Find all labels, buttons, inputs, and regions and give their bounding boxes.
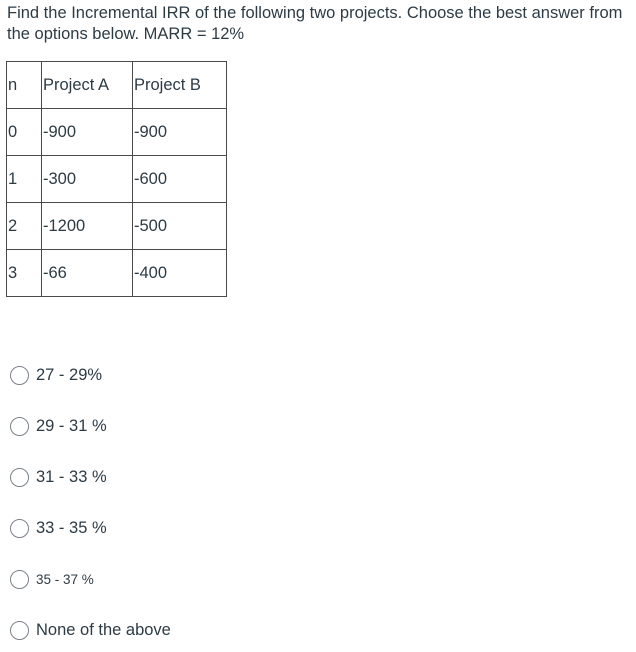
cell-project-b: -500: [133, 203, 227, 250]
cell-n: 3: [7, 250, 42, 297]
cell-project-a: -1200: [42, 203, 133, 250]
cell-project-a: -66: [42, 250, 133, 297]
cell-project-b: -900: [133, 109, 227, 156]
header-project-b: Project B: [133, 62, 227, 109]
question-text: Find the Incremental IRR of the following two projects. Choose the best answer from the options below. MARR = 12%: [7, 4, 623, 43]
answer-option-5[interactable]: [10, 566, 94, 592]
cash-flow-table: [6, 61, 227, 297]
radio-button[interactable]: [10, 519, 29, 538]
answer-label: 29 - 31 %: [36, 416, 107, 435]
answer-option-6[interactable]: [10, 617, 171, 643]
cell-n: 0: [7, 109, 42, 156]
cell-project-a: -900: [42, 109, 133, 156]
answer-option-2[interactable]: [10, 413, 107, 439]
table-row: [7, 109, 227, 156]
cell-project-b: -400: [133, 250, 227, 297]
answer-option-3[interactable]: [10, 464, 107, 490]
answer-label: None of the above: [36, 620, 171, 639]
radio-button[interactable]: [10, 417, 29, 436]
header-project-a: Project A: [42, 62, 133, 109]
table-header-row: [7, 62, 227, 109]
radio-button[interactable]: [10, 570, 29, 589]
answer-label: 31 - 33 %: [36, 467, 107, 486]
table-row: [7, 203, 227, 250]
answer-label: 33 - 35 %: [36, 518, 107, 537]
radio-button[interactable]: [10, 621, 29, 640]
radio-button[interactable]: [10, 366, 29, 385]
radio-button[interactable]: [10, 468, 29, 487]
answer-option-1[interactable]: [10, 362, 102, 388]
table-row: [7, 250, 227, 297]
cell-n: 2: [7, 203, 42, 250]
cell-project-a: -300: [42, 156, 133, 203]
cell-n: 1: [7, 156, 42, 203]
answer-label: 35 - 37 %: [36, 571, 94, 587]
answer-label: 27 - 29%: [36, 365, 103, 384]
answer-option-4[interactable]: [10, 515, 107, 541]
header-n: n: [7, 62, 42, 109]
table-row: [7, 156, 227, 203]
cell-project-b: -600: [133, 156, 227, 203]
